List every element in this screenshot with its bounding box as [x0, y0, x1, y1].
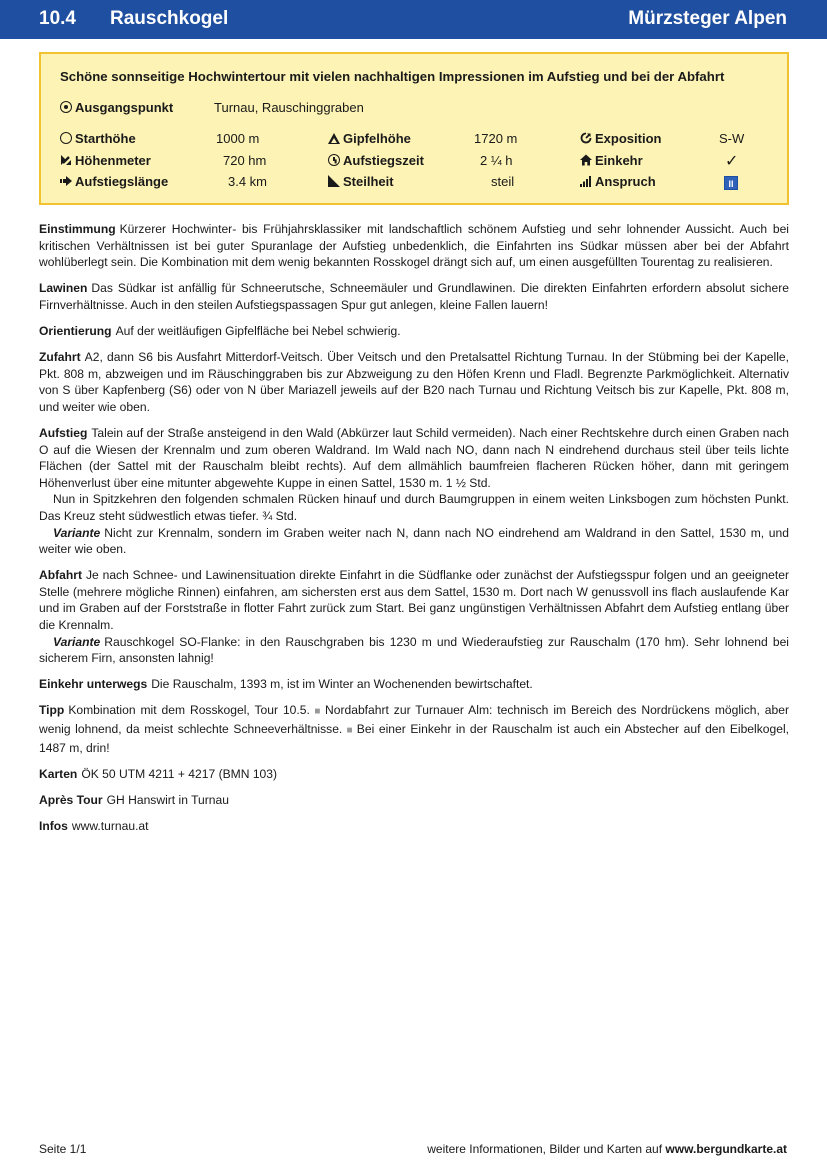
stat-label: Gipfelhöhe: [343, 131, 411, 146]
section-abfahrt: Abfahrt Je nach Schnee- und Lawinensituation direkte Einfahrt in die Südflanke oder zunächst der Aufstiegsspur folgen und an geeigneter Stelle (mehrere mögliche Rinnen) einfahren, am sichersten erst aus dem Sattel, 1530 m. Dort nach W genussvoll ins flach auslaufende Kar und im Graben auf der Forststraße in flotter Fahrt zurück zum Start. Bei ganz ungünstigen Verhältnissen Abfahrt dem Aufstieg entlang über die Krennalm. Variante Rauschkogel SO-Flanke: in den Rauschgraben bis 1230 m und Wiederaufstieg zur Rauschalm (170 hm). Sehr lohnend bei sicherem Firn, ansonsten lahnig!: [39, 568, 789, 666]
section-zufahrt: Zufahrt A2, dann S6 bis Ausfahrt Mitterdorf-Veitsch. Über Veitsch und den Pretalsattel Richtung Turnau. In der Stübming bei der Kapelle, Pkt. 808 m, abzweigen und im Räuschinggraben bis zur Abzweigung zu den Höfen Krenn und Fladl. Begrenzte Parkmöglichkeit. Alternativ von S über Kapfenberg (S6) oder von N über Mariazell jeweils auf der B20 nach Turnau und Richtung Veitsch bis zur Kapelle, Pkt. 808 m, und weiter wie oben.: [39, 350, 789, 414]
bars-icon: [580, 175, 592, 187]
stat-label: Aufstiegszeit: [343, 153, 424, 168]
difficulty-badge: II: [724, 176, 738, 190]
page-title: Rauschkogel: [110, 8, 229, 29]
stat-label: Aufstiegslänge: [75, 174, 169, 189]
start-point-value: Turnau, Rauschinggraben: [214, 100, 364, 115]
stat-value: steil: [491, 174, 515, 189]
triangle-icon: [328, 133, 340, 144]
stat-value: 1000 m: [216, 131, 260, 146]
tour-headline: Schöne sonnseitige Hochwintertour mit vielen nachhaltigen Impressionen im Aufstieg und bei der Abfahrt: [60, 69, 725, 84]
section-infos: Infos www.turnau.at: [39, 818, 149, 833]
infos-link[interactable]: www.turnau.at: [71, 818, 149, 833]
region-name: Mürzsteger Alpen: [628, 8, 787, 29]
stat-label: Starthöhe: [75, 131, 136, 146]
clock-icon: [328, 154, 340, 166]
tour-number: 10.4: [39, 8, 76, 29]
section-apres-tour: Après Tour GH Hanswirt in Turnau: [39, 792, 229, 807]
stat-value: 3.4 km: [228, 174, 268, 189]
start-point-label: Ausgangspunkt: [75, 100, 174, 115]
section-karten: Karten ÖK 50 UTM 4211 + 4217 (BMN 103): [39, 766, 278, 781]
section-aufstieg: Aufstieg Talein auf der Straße ansteigend in den Wald (Abkürzer laut Schild vermeiden). Nach einer Rechtskehre durch einen Graben nach O auf die Wiesen der Krennalm und zum oberen Waldrand. Im Wald nach NO, dann nach N eindrehend durchaus steil über teils lichte Flächen (der Sattel mit der Rauschalm bleibt rechts). Auf dem allmählich baumfreien flacheren Rücken höher, dann mit geringem Höhenverlust über eine mitunter abgewehte Kuppe in einen Sattel, 1530 m. 1 ½ Std. Nun in Spitzkehren den folgenden schmalen Rücken hinauf und durch Baumgruppen in einem weiten Linksbogen zum höchsten Punkt. Das Kreuz steht südwestlich etwas tiefer. ¾ Std. Variante Nicht zur Krennalm, sondern im Graben weiter nach N, dann nach NO eindrehend am Waldrand in den Sattel, 1530 m, und weiter wie oben.: [39, 425, 789, 557]
footer-site-link[interactable]: www.bergundkarte.at: [665, 1142, 787, 1156]
stat-value: 2 ¼ h: [480, 153, 513, 168]
stat-label: Steilheit: [343, 174, 394, 189]
page-number: Seite 1/1: [39, 1142, 87, 1156]
header-bar: [0, 0, 827, 39]
stat-value: 1720 m: [474, 131, 518, 146]
checkmark-icon: ✓: [725, 153, 739, 170]
section-orientierung: Orientierung Auf der weitläufigen Gipfelfläche bei Nebel schwierig.: [39, 323, 401, 338]
bullet-icon: ■: [312, 706, 323, 718]
stat-label: Höhenmeter: [75, 153, 151, 168]
section-einkehr: Einkehr unterwegs Die Rauschalm, 1393 m, ist im Winter an Wochenenden bewirtschaftet.: [39, 677, 533, 692]
stat-label: Exposition: [595, 131, 662, 146]
stat-value: 720 hm: [223, 153, 267, 168]
circle-icon: [60, 132, 72, 144]
section-tipp: Tipp Kombination mit dem Rosskogel, Tour 10.5. ■ Nordabfahrt zur Turnauer Alm: technisch im Bereich des Nordrückens möglich, aber wenig lohnend, da meist schlechte Schneeverhältnisse. ■ Bei einer Einkehr in der Rauschalm ist auch ein Abstecher auf den Eibelkogel, 1487 m, drin!: [39, 703, 789, 755]
height-icon: [60, 154, 72, 166]
bullet-icon: ■: [345, 724, 354, 736]
house-icon: [580, 154, 592, 166]
footer-info: weitere Informationen, Bilder und Karten auf www.bergundkarte.at: [427, 1142, 787, 1156]
section-lawinen: Lawinen Das Südkar ist anfällig für Schneerutsche, Schneemäuler und Grundlawinen. Die direkten Einfahrten erfordern absolut sichere Firnverhältnisse. Auch in den steilen Aufstiegspassagen Spur gut anlegen, kleine Fallen lauern!: [39, 281, 789, 312]
target-icon: [60, 101, 72, 113]
slope-icon: [328, 175, 340, 187]
stat-label: Einkehr: [595, 153, 643, 168]
exposition-icon: [580, 132, 592, 144]
stat-label: Anspruch: [595, 174, 656, 189]
stat-value: S-W: [719, 131, 745, 146]
arrow-right-icon: [60, 175, 72, 187]
section-einstimmung: Einstimmung Kürzerer Hochwinter- bis Frühjahrsklassiker mit landschaftlich schönem Aufstieg und sehr lohnender Aussicht. Auch bei kritischen Verhältnissen ist bei guter Spuranlage der Aufstieg unbedenklich, die Einfahrten ins Südkar müssen aber bei der Abfahrt wohlüberlegt sein. Die Kombination mit dem wenig bekannten Rosskogel drängt sich auf, um einen ausgefüllten Tourentag zu realisieren.: [39, 222, 789, 270]
tour-info-box: [39, 52, 789, 205]
tour-description: [39, 221, 789, 844]
